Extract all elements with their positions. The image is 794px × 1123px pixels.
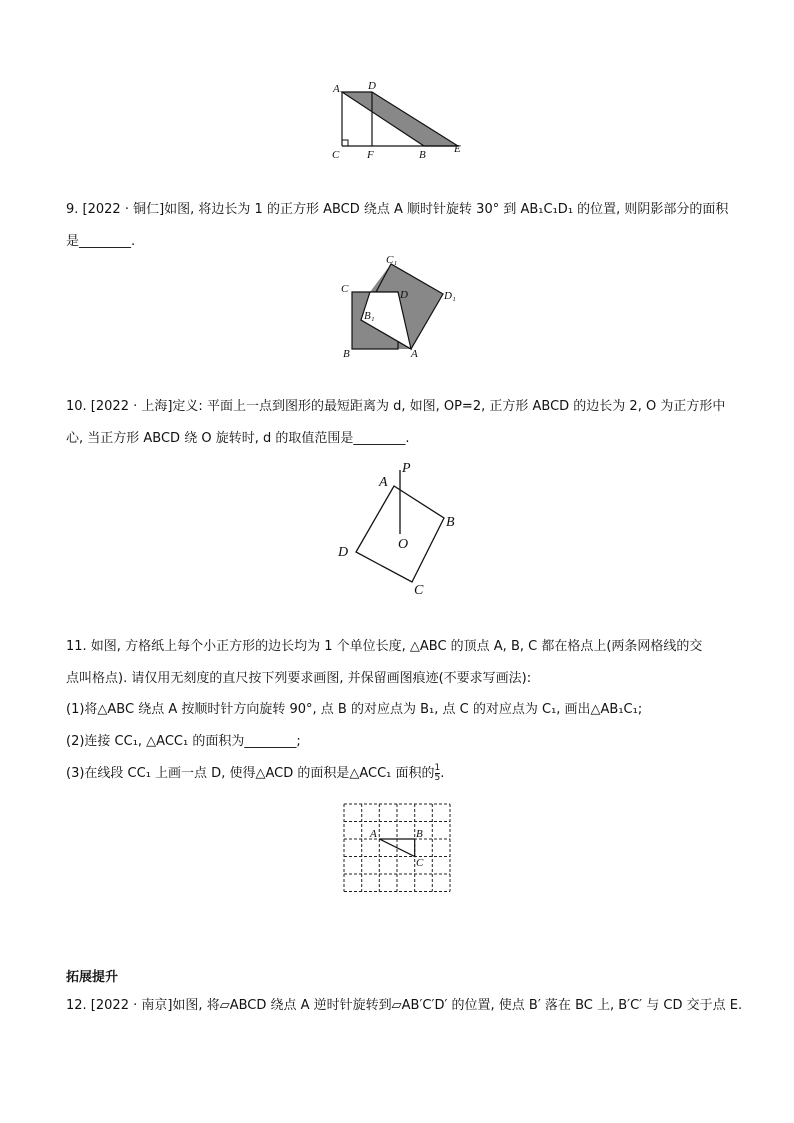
shaded-parallelogram	[342, 92, 458, 146]
q10-line2: 心, 当正方形 ABCD 绕 O 旋转时, d 的取值范围是________.	[66, 431, 410, 446]
figure-q8	[320, 76, 470, 162]
label-o: O	[398, 537, 409, 552]
q11-part3-end: .	[440, 766, 445, 781]
label-b: B	[419, 149, 426, 161]
label-b: B	[343, 348, 350, 360]
label-b1: B₁	[364, 310, 375, 322]
q9-line2: 是________.	[66, 234, 136, 249]
label-d: D	[368, 80, 376, 92]
label-d: D	[400, 289, 408, 301]
q11-line2: 点叫格点). 请仅用无刻度的直尺按下列要求画图, 并保留画图痕迹(不要求写画法):	[66, 671, 532, 686]
label-a: A	[411, 348, 418, 360]
q11-part3	[66, 764, 444, 783]
label-c: C	[414, 583, 424, 598]
label-e: E	[454, 143, 461, 155]
label-d: D	[338, 545, 349, 560]
q10-line1: 10. [2022 · 上海]定义: 平面上一点到图形的最短距离为 d, 如图, OP=2, 正方形 ABCD 的边长为 2, O 为正方形中	[66, 399, 726, 414]
fraction-numerator: 1	[434, 763, 441, 773]
label-b: B	[416, 828, 423, 840]
label-a: A	[379, 475, 388, 490]
q11-part3-text: (3)在线段 CC₁ 上画一点 D, 使得△ACD 的面积是△ACC₁ 面积的	[66, 766, 435, 781]
figure-q9	[334, 253, 464, 363]
label-a: A	[333, 83, 340, 95]
label-d1: D₁	[444, 290, 456, 302]
figure-q10	[334, 456, 464, 602]
label-c: C	[332, 149, 340, 161]
q12-line1: 12. [2022 · 南京]如图, 将▱ABCD 绕点 A 逆时针旋转到▱AB′C′D′ 的位置, 使点 B′ 落在 BC 上, B′C′ 与 CD 交于点 E.	[66, 998, 743, 1013]
q11-part2: (2)连接 CC₁, △ACC₁ 的面积为________;	[66, 734, 301, 749]
label-c1: C₁	[386, 254, 398, 266]
label-c: C	[416, 857, 424, 869]
label-f: F	[367, 149, 374, 161]
label-p: P	[402, 461, 411, 476]
label-b: B	[446, 515, 455, 530]
right-angle-mark	[342, 140, 348, 146]
fraction-denominator: 5	[434, 773, 441, 783]
label-a: A	[370, 828, 377, 840]
label-c: C	[341, 283, 349, 295]
q11-part1: (1)将△ABC 绕点 A 按顺时针方向旋转 90°, 点 B 的对应点为 B₁, 点 C 的对应点为 C₁, 画出△AB₁C₁;	[66, 702, 643, 717]
section-heading: 拓展提升	[66, 970, 119, 985]
figure-q11-grid	[340, 800, 454, 898]
q11-line1: 11. 如图, 方格纸上每个小正方形的边长均为 1 个单位长度, △ABC 的顶点 A, B, C 都在格点上(两条网格线的交	[66, 639, 703, 654]
q9-line1: 9. [2022 · 铜仁]如图, 将边长为 1 的正方形 ABCD 绕点 A 顺时针旋转 30° 到 AB₁C₁D₁ 的位置, 则阴影部分的面积	[66, 202, 729, 217]
